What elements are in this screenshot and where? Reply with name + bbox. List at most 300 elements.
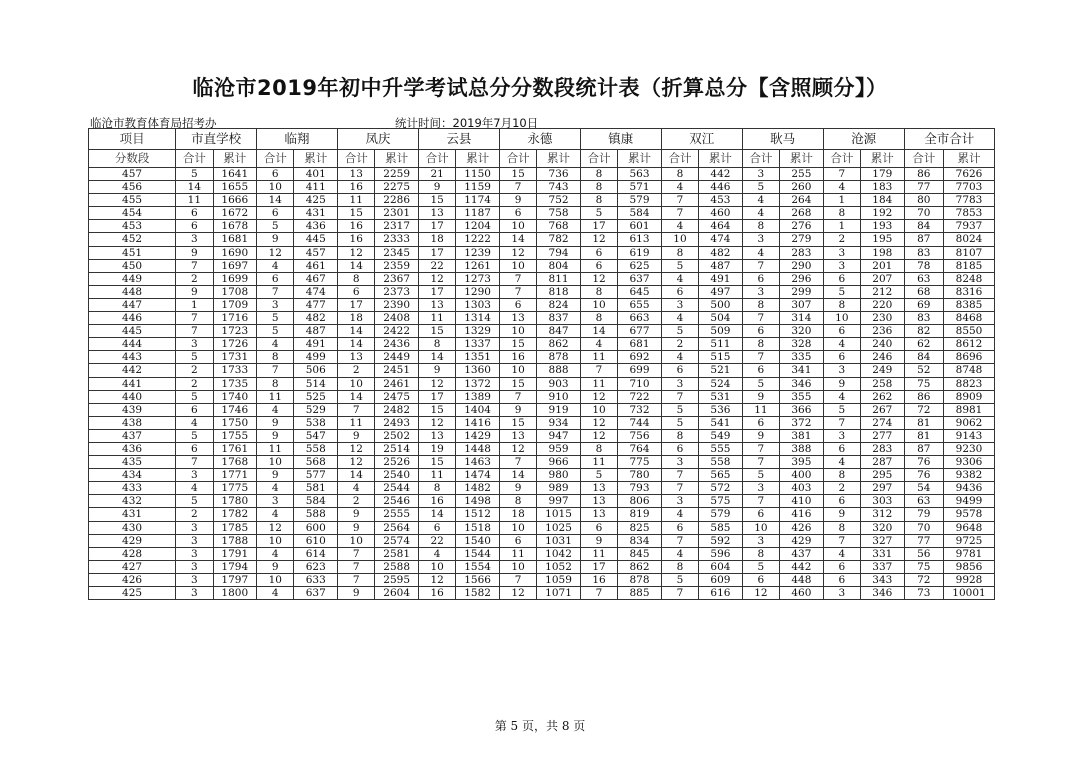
value-cell: 446 — [699, 181, 743, 194]
value-cell: 8316 — [944, 285, 995, 298]
value-cell: 692 — [618, 351, 662, 364]
value-cell: 9 — [176, 285, 213, 298]
value-cell: 1731 — [213, 351, 257, 364]
value-cell: 2 — [823, 482, 860, 495]
value-cell: 818 — [537, 285, 581, 298]
value-cell: 192 — [861, 207, 905, 220]
value-cell: 541 — [699, 416, 743, 429]
value-cell: 5 — [176, 168, 213, 181]
value-cell: 2436 — [375, 338, 419, 351]
value-cell: 4 — [580, 338, 617, 351]
value-cell: 15 — [418, 325, 455, 338]
value-cell: 8 — [823, 207, 860, 220]
value-cell: 1389 — [456, 390, 500, 403]
region-header: 耿马 — [742, 129, 823, 150]
value-cell: 1239 — [456, 246, 500, 259]
value-cell: 2581 — [375, 547, 419, 560]
value-cell: 11 — [580, 351, 617, 364]
value-cell: 825 — [618, 521, 662, 534]
value-cell: 14 — [338, 325, 375, 338]
value-cell: 1672 — [213, 207, 257, 220]
value-cell: 1273 — [456, 272, 500, 285]
table-row — [89, 298, 995, 311]
value-cell: 804 — [537, 259, 581, 272]
value-cell: 588 — [294, 508, 338, 521]
value-cell: 16 — [338, 220, 375, 233]
value-cell: 366 — [780, 403, 824, 416]
value-cell: 262 — [861, 390, 905, 403]
value-cell: 8185 — [944, 259, 995, 272]
subheader-total: 合计 — [338, 150, 375, 168]
value-cell: 11 — [499, 547, 536, 560]
value-cell: 303 — [861, 495, 905, 508]
score-cell: 440 — [89, 390, 176, 403]
value-cell: 2373 — [375, 285, 419, 298]
value-cell: 966 — [537, 456, 581, 469]
table-row — [89, 377, 995, 390]
value-cell: 7 — [823, 168, 860, 181]
score-cell: 429 — [89, 534, 176, 547]
value-cell: 54 — [904, 482, 943, 495]
value-cell: 584 — [294, 495, 338, 508]
value-cell: 8 — [418, 482, 455, 495]
value-cell: 258 — [861, 377, 905, 390]
value-cell: 7 — [661, 469, 698, 482]
value-cell: 1735 — [213, 377, 257, 390]
value-cell: 184 — [861, 194, 905, 207]
score-cell: 425 — [89, 587, 176, 600]
value-cell: 4 — [823, 456, 860, 469]
value-cell: 9143 — [944, 429, 995, 442]
value-cell: 467 — [294, 272, 338, 285]
value-cell: 255 — [780, 168, 824, 181]
value-cell: 388 — [780, 442, 824, 455]
value-cell: 328 — [780, 338, 824, 351]
value-cell: 2595 — [375, 573, 419, 586]
value-cell: 10 — [742, 521, 779, 534]
value-cell: 5 — [176, 429, 213, 442]
value-cell: 2564 — [375, 521, 419, 534]
value-cell: 8612 — [944, 338, 995, 351]
score-cell: 436 — [89, 442, 176, 455]
score-cell: 430 — [89, 521, 176, 534]
value-cell: 7853 — [944, 207, 995, 220]
value-cell: 13 — [418, 207, 455, 220]
value-cell: 11 — [580, 377, 617, 390]
value-cell: 536 — [699, 403, 743, 416]
value-cell: 10 — [580, 403, 617, 416]
value-cell: 623 — [294, 560, 338, 573]
value-cell: 12 — [580, 233, 617, 246]
value-cell: 6 — [823, 573, 860, 586]
value-cell: 1404 — [456, 403, 500, 416]
table-row — [89, 521, 995, 534]
value-cell: 655 — [618, 298, 662, 311]
value-cell: 2259 — [375, 168, 419, 181]
value-cell: 4 — [661, 508, 698, 521]
value-cell: 1512 — [456, 508, 500, 521]
score-header: 分数段 — [89, 150, 176, 168]
value-cell: 6 — [661, 442, 698, 455]
value-cell: 17 — [418, 285, 455, 298]
value-cell: 230 — [861, 312, 905, 325]
value-cell: 425 — [294, 194, 338, 207]
value-cell: 16 — [499, 351, 536, 364]
value-cell: 9 — [418, 181, 455, 194]
value-cell: 7 — [823, 534, 860, 547]
value-cell: 12 — [580, 416, 617, 429]
score-cell: 438 — [89, 416, 176, 429]
value-cell: 9 — [823, 508, 860, 521]
value-cell: 17 — [580, 220, 617, 233]
value-cell: 9648 — [944, 521, 995, 534]
value-cell: 296 — [780, 272, 824, 285]
value-cell: 14 — [418, 508, 455, 521]
value-cell: 411 — [294, 181, 338, 194]
value-cell: 811 — [537, 272, 581, 285]
value-cell: 8981 — [944, 403, 995, 416]
subheader-cumulative: 累计 — [699, 150, 743, 168]
value-cell: 7 — [823, 416, 860, 429]
score-cell: 456 — [89, 181, 176, 194]
value-cell: 5 — [661, 325, 698, 338]
score-distribution-table — [88, 128, 995, 600]
value-cell: 15 — [338, 207, 375, 220]
value-cell: 514 — [294, 377, 338, 390]
value-cell: 4 — [257, 482, 294, 495]
score-cell: 449 — [89, 272, 176, 285]
value-cell: 1794 — [213, 560, 257, 573]
value-cell: 15 — [499, 168, 536, 181]
value-cell: 7 — [338, 403, 375, 416]
value-cell: 14 — [257, 194, 294, 207]
value-cell: 1678 — [213, 220, 257, 233]
value-cell: 736 — [537, 168, 581, 181]
value-cell: 10 — [257, 181, 294, 194]
value-cell: 410 — [780, 495, 824, 508]
value-cell: 980 — [537, 469, 581, 482]
value-cell: 3 — [823, 246, 860, 259]
stat-time-label: 统计时间：2019年7月10日 — [395, 116, 539, 130]
subheader-cumulative: 累计 — [780, 150, 824, 168]
value-cell: 1150 — [456, 168, 500, 181]
value-cell: 2574 — [375, 534, 419, 547]
value-cell: 1 — [176, 298, 213, 311]
value-cell: 7 — [580, 364, 617, 377]
value-cell: 487 — [699, 259, 743, 272]
table-row — [89, 390, 995, 403]
table-row — [89, 495, 995, 508]
value-cell: 464 — [699, 220, 743, 233]
value-cell: 2482 — [375, 403, 419, 416]
value-cell: 2546 — [375, 495, 419, 508]
value-cell: 558 — [699, 456, 743, 469]
value-cell: 14 — [338, 259, 375, 272]
value-cell: 18 — [499, 508, 536, 521]
subheader-total: 合计 — [742, 150, 779, 168]
subheader-cumulative: 累计 — [456, 150, 500, 168]
value-cell: 12 — [338, 456, 375, 469]
value-cell: 524 — [699, 377, 743, 390]
value-cell: 312 — [861, 508, 905, 521]
value-cell: 9230 — [944, 442, 995, 455]
value-cell: 3 — [661, 298, 698, 311]
value-cell: 610 — [294, 534, 338, 547]
value-cell: 663 — [618, 312, 662, 325]
value-cell: 17 — [418, 390, 455, 403]
score-cell: 455 — [89, 194, 176, 207]
subheader-total: 合计 — [176, 150, 213, 168]
value-cell: 565 — [699, 469, 743, 482]
value-cell: 246 — [861, 351, 905, 364]
value-cell: 2 — [823, 233, 860, 246]
subheader-total: 合计 — [904, 150, 943, 168]
value-cell: 5 — [661, 259, 698, 272]
value-cell: 8 — [257, 377, 294, 390]
value-cell: 997 — [537, 495, 581, 508]
value-cell: 10 — [257, 456, 294, 469]
value-cell: 82 — [904, 325, 943, 338]
value-cell: 7 — [661, 482, 698, 495]
value-cell: 3 — [661, 495, 698, 508]
value-cell: 585 — [699, 521, 743, 534]
value-cell: 6 — [176, 403, 213, 416]
value-cell: 279 — [780, 233, 824, 246]
value-cell: 10 — [338, 534, 375, 547]
subheader-total: 合计 — [418, 150, 455, 168]
value-cell: 14 — [338, 469, 375, 482]
value-cell: 8748 — [944, 364, 995, 377]
table-row — [89, 587, 995, 600]
table-row — [89, 351, 995, 364]
value-cell: 13 — [580, 482, 617, 495]
value-cell: 1740 — [213, 390, 257, 403]
value-cell: 264 — [780, 194, 824, 207]
value-cell: 6 — [742, 573, 779, 586]
value-cell: 14 — [176, 181, 213, 194]
value-cell: 193 — [861, 220, 905, 233]
table-row — [89, 259, 995, 272]
value-cell: 16 — [418, 587, 455, 600]
value-cell: 9382 — [944, 469, 995, 482]
value-cell: 3 — [176, 560, 213, 573]
value-cell: 335 — [780, 351, 824, 364]
value-cell: 429 — [780, 534, 824, 547]
value-cell: 5 — [742, 469, 779, 482]
subheader-total: 合计 — [823, 150, 860, 168]
value-cell: 9436 — [944, 482, 995, 495]
value-cell: 460 — [699, 207, 743, 220]
score-cell: 428 — [89, 547, 176, 560]
value-cell: 477 — [294, 298, 338, 311]
value-cell: 4 — [742, 246, 779, 259]
value-cell: 2301 — [375, 207, 419, 220]
value-cell: 8696 — [944, 351, 995, 364]
value-cell: 1655 — [213, 181, 257, 194]
value-cell: 529 — [294, 403, 338, 416]
value-cell: 220 — [861, 298, 905, 311]
value-cell: 5 — [823, 403, 860, 416]
region-header-row — [89, 129, 995, 150]
item-header: 项目 — [89, 129, 176, 150]
value-cell: 343 — [861, 573, 905, 586]
value-cell: 10 — [499, 521, 536, 534]
value-cell: 1261 — [456, 259, 500, 272]
value-cell: 7 — [661, 390, 698, 403]
value-cell: 76 — [904, 469, 943, 482]
value-cell: 12 — [418, 377, 455, 390]
value-cell: 3 — [257, 298, 294, 311]
value-cell: 431 — [294, 207, 338, 220]
value-cell: 9306 — [944, 456, 995, 469]
value-cell: 2604 — [375, 587, 419, 600]
value-cell: 4 — [257, 403, 294, 416]
value-cell: 10 — [257, 573, 294, 586]
value-cell: 1416 — [456, 416, 500, 429]
value-cell: 845 — [618, 547, 662, 560]
value-cell: 9 — [742, 429, 779, 442]
value-cell: 4 — [661, 351, 698, 364]
score-cell: 452 — [89, 233, 176, 246]
value-cell: 775 — [618, 456, 662, 469]
region-header: 云县 — [418, 129, 499, 150]
value-cell: 8 — [580, 442, 617, 455]
value-cell: 531 — [699, 390, 743, 403]
value-cell: 699 — [618, 364, 662, 377]
value-cell: 10 — [580, 298, 617, 311]
value-cell: 947 — [537, 429, 581, 442]
value-cell: 1791 — [213, 547, 257, 560]
score-cell: 431 — [89, 508, 176, 521]
subheader-cumulative: 累计 — [618, 150, 662, 168]
value-cell: 8 — [580, 285, 617, 298]
value-cell: 3 — [661, 456, 698, 469]
value-cell: 337 — [861, 560, 905, 573]
value-cell: 903 — [537, 377, 581, 390]
value-cell: 837 — [537, 312, 581, 325]
value-cell: 4 — [257, 587, 294, 600]
value-cell: 437 — [780, 547, 824, 560]
value-cell: 1716 — [213, 312, 257, 325]
value-cell: 17 — [418, 220, 455, 233]
value-cell: 5 — [257, 312, 294, 325]
value-cell: 1761 — [213, 442, 257, 455]
value-cell: 1159 — [456, 181, 500, 194]
value-cell: 6 — [823, 272, 860, 285]
value-cell: 9856 — [944, 560, 995, 573]
value-cell: 11 — [338, 194, 375, 207]
value-cell: 7 — [499, 272, 536, 285]
value-cell: 2526 — [375, 456, 419, 469]
value-cell: 84 — [904, 220, 943, 233]
value-cell: 11 — [257, 390, 294, 403]
value-cell: 198 — [861, 246, 905, 259]
value-cell: 752 — [537, 194, 581, 207]
value-cell: 436 — [294, 220, 338, 233]
value-cell: 442 — [699, 168, 743, 181]
table-row — [89, 573, 995, 586]
value-cell: 327 — [861, 534, 905, 547]
value-cell: 4 — [823, 338, 860, 351]
value-cell: 70 — [904, 521, 943, 534]
value-cell: 8248 — [944, 272, 995, 285]
value-cell: 11 — [338, 416, 375, 429]
value-cell: 12 — [338, 246, 375, 259]
table-row — [89, 508, 995, 521]
value-cell: 9781 — [944, 547, 995, 560]
value-cell: 17 — [580, 560, 617, 573]
value-cell: 1800 — [213, 587, 257, 600]
value-cell: 86 — [904, 168, 943, 181]
value-cell: 794 — [537, 246, 581, 259]
value-cell: 577 — [294, 469, 338, 482]
value-cell: 1785 — [213, 521, 257, 534]
value-cell: 457 — [294, 246, 338, 259]
value-cell: 16 — [580, 573, 617, 586]
value-cell: 18 — [418, 233, 455, 246]
value-cell: 1690 — [213, 246, 257, 259]
value-cell: 5 — [257, 220, 294, 233]
value-cell: 888 — [537, 364, 581, 377]
value-cell: 287 — [861, 456, 905, 469]
value-cell: 295 — [861, 469, 905, 482]
value-cell: 1797 — [213, 573, 257, 586]
value-cell: 6 — [580, 246, 617, 259]
value-cell: 5 — [742, 377, 779, 390]
table-row — [89, 416, 995, 429]
value-cell: 17 — [338, 298, 375, 311]
value-cell: 474 — [294, 285, 338, 298]
subheader-total: 合计 — [257, 150, 294, 168]
value-cell: 4 — [823, 547, 860, 560]
value-cell: 448 — [780, 573, 824, 586]
value-cell: 5 — [742, 560, 779, 573]
value-cell: 7626 — [944, 168, 995, 181]
value-cell: 2422 — [375, 325, 419, 338]
value-cell: 7 — [499, 285, 536, 298]
value-cell: 403 — [780, 482, 824, 495]
value-cell: 84 — [904, 351, 943, 364]
value-cell: 575 — [699, 495, 743, 508]
value-cell: 1042 — [537, 547, 581, 560]
value-cell: 3 — [257, 495, 294, 508]
value-cell: 5 — [661, 573, 698, 586]
value-cell: 14 — [338, 390, 375, 403]
value-cell: 2390 — [375, 298, 419, 311]
value-cell: 10001 — [944, 587, 995, 600]
value-cell: 341 — [780, 364, 824, 377]
value-cell: 744 — [618, 416, 662, 429]
value-cell: 10 — [499, 364, 536, 377]
value-cell: 6 — [418, 521, 455, 534]
value-cell: 15 — [418, 403, 455, 416]
score-cell: 444 — [89, 338, 176, 351]
score-cell: 437 — [89, 429, 176, 442]
value-cell: 9 — [499, 194, 536, 207]
value-cell: 1071 — [537, 587, 581, 600]
value-cell: 13 — [418, 429, 455, 442]
score-cell: 451 — [89, 246, 176, 259]
value-cell: 487 — [294, 325, 338, 338]
value-cell: 72 — [904, 573, 943, 586]
value-cell: 15 — [499, 338, 536, 351]
region-header: 全市合计 — [904, 129, 994, 150]
value-cell: 2475 — [375, 390, 419, 403]
value-cell: 862 — [618, 560, 662, 573]
value-cell: 8 — [742, 220, 779, 233]
score-cell: 439 — [89, 403, 176, 416]
value-cell: 73 — [904, 587, 943, 600]
